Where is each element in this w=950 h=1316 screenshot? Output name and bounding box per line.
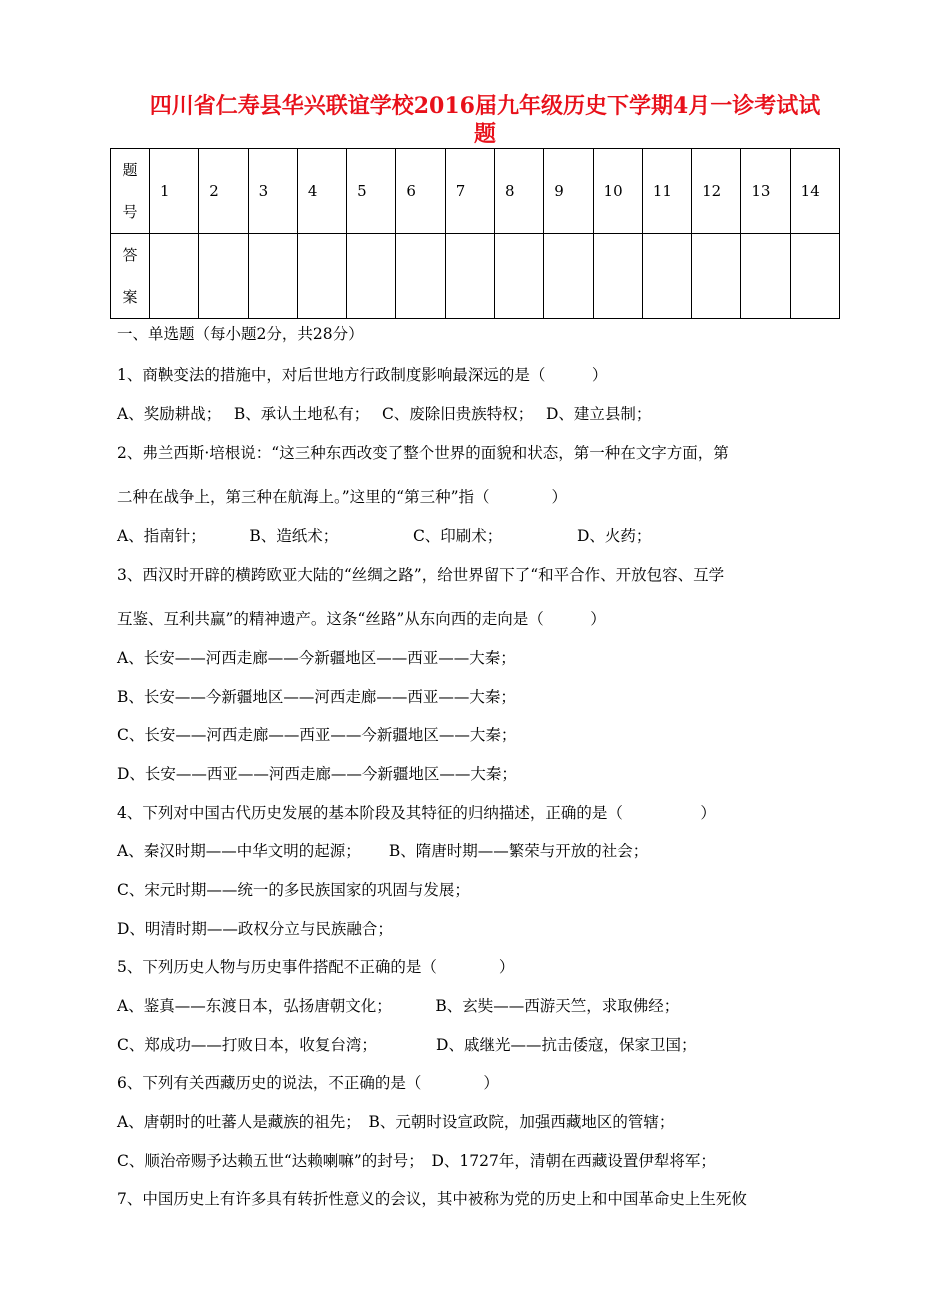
question-number-cell: 11 bbox=[642, 149, 691, 234]
question-6-options-ab: A、唐朝时的吐蕃人是藏族的祖先； B、元朝时设宣政院，加强西藏地区的管辖； bbox=[117, 1113, 675, 1131]
question-number-row bbox=[111, 149, 840, 234]
question-3-stem-line-1: 3、西汉时开辟的横跨欧亚大陆的“丝绸之路”，给世界留下了“和平合作、开放包容、互学 bbox=[117, 566, 725, 584]
question-number-cell: 12 bbox=[692, 149, 741, 234]
question-3-option-a: A、长安——河西走廊——今新疆地区——西亚——大秦； bbox=[117, 649, 516, 667]
question-number-cell: 1 bbox=[150, 149, 199, 234]
question-3-option-b: B、长安——今新疆地区——河西走廊——西亚——大秦； bbox=[117, 688, 516, 706]
answer-row bbox=[111, 234, 840, 319]
answer-cell[interactable] bbox=[593, 234, 642, 319]
question-4-option-d: D、明清时期——政权分立与民族融合； bbox=[117, 920, 393, 938]
question-number-cell: 14 bbox=[790, 149, 839, 234]
question-4-option-c: C、宋元时期——统一的多民族国家的巩固与发展； bbox=[117, 881, 470, 899]
question-1-options: A、奖励耕战； B、承认土地私有； C、废除旧贵族特权； D、建立县制； bbox=[117, 405, 652, 423]
question-4-stem: 4、下列对中国古代历史发展的基本阶段及其特征的归纳描述，正确的是（ ） bbox=[117, 804, 716, 822]
answer-cell[interactable] bbox=[199, 234, 248, 319]
question-7-stem: 7、中国历史上有许多具有转折性意义的会议，其中被称为党的历史上和中国革命史上生死攸 bbox=[117, 1190, 747, 1208]
question-number-cell: 2 bbox=[199, 149, 248, 234]
question-number-cell: 6 bbox=[396, 149, 445, 234]
answer-cell[interactable] bbox=[297, 234, 346, 319]
title-line-2: 题 bbox=[473, 121, 496, 147]
answer-cell[interactable] bbox=[544, 234, 593, 319]
question-number-header: 题 号 bbox=[111, 149, 150, 234]
question-number-cell: 9 bbox=[544, 149, 593, 234]
question-3-option-c: C、长安——河西走廊——西亚——今新疆地区——大秦； bbox=[117, 726, 517, 744]
question-6-options-cd: C、顺治帝赐予达赖五世“达赖喇嘛”的封号； D、1727年，清朝在西藏设置伊犁将军； bbox=[117, 1152, 716, 1170]
answer-cell[interactable] bbox=[692, 234, 741, 319]
question-5-options-ab: A、鉴真——东渡日本，弘扬唐朝文化； B、玄奘——西游天竺，求取佛经； bbox=[117, 997, 680, 1015]
answer-cell[interactable] bbox=[347, 234, 396, 319]
question-3-option-d: D、长安——西亚——河西走廊——今新疆地区——大秦； bbox=[117, 765, 517, 783]
question-6-stem: 6、下列有关西藏历史的说法，不正确的是（ ） bbox=[117, 1074, 499, 1092]
question-3-stem-line-2: 互鉴、互利共赢”的精神遗产。这条“丝路”从东向西的走向是（ ） bbox=[117, 610, 606, 628]
answer-cell[interactable] bbox=[150, 234, 199, 319]
question-number-cell: 4 bbox=[297, 149, 346, 234]
page-title bbox=[110, 92, 860, 148]
answer-cell[interactable] bbox=[741, 234, 790, 319]
answer-header: 答 案 bbox=[111, 234, 150, 319]
answer-cell[interactable] bbox=[494, 234, 543, 319]
question-5-stem: 5、下列历史人物与历史事件搭配不正确的是（ ） bbox=[117, 958, 515, 976]
question-number-cell: 7 bbox=[445, 149, 494, 234]
answer-table bbox=[110, 148, 840, 319]
answer-cell[interactable] bbox=[396, 234, 445, 319]
answer-cell[interactable] bbox=[445, 234, 494, 319]
title-line-1: 四川省仁寿县华兴联谊学校2016届九年级历史下学期4月一诊考试试 bbox=[149, 93, 821, 119]
question-1-stem: 1、商鞅变法的措施中，对后世地方行政制度影响最深远的是（ ） bbox=[117, 366, 608, 384]
question-number-cell: 10 bbox=[593, 149, 642, 234]
answer-cell[interactable] bbox=[248, 234, 297, 319]
question-2-options: A、指南针； B、造纸术； C、印刷术； D、火药； bbox=[117, 527, 652, 545]
answer-cell[interactable] bbox=[642, 234, 691, 319]
question-2-stem-line-2: 二种在战争上，第三种在航海上。”这里的“第三种”指（ ） bbox=[117, 488, 568, 506]
question-4-options-ab: A、秦汉时期——中华文明的起源； B、隋唐时期——繁荣与开放的社会； bbox=[117, 842, 649, 860]
question-5-options-cd: C、郑成功——打败日本，收复台湾； D、戚继光——抗击倭寇，保家卫国； bbox=[117, 1036, 697, 1054]
question-number-cell: 5 bbox=[347, 149, 396, 234]
question-2-stem-line-1: 2、弗兰西斯·培根说：“这三种东西改变了整个世界的面貌和状态，第一种在文字方面，第 bbox=[117, 444, 729, 462]
question-number-cell: 13 bbox=[741, 149, 790, 234]
answer-cell[interactable] bbox=[790, 234, 839, 319]
question-number-cell: 8 bbox=[494, 149, 543, 234]
section-heading: 一、单选题（每小题2分，共28分） bbox=[117, 325, 364, 343]
question-number-cell: 3 bbox=[248, 149, 297, 234]
